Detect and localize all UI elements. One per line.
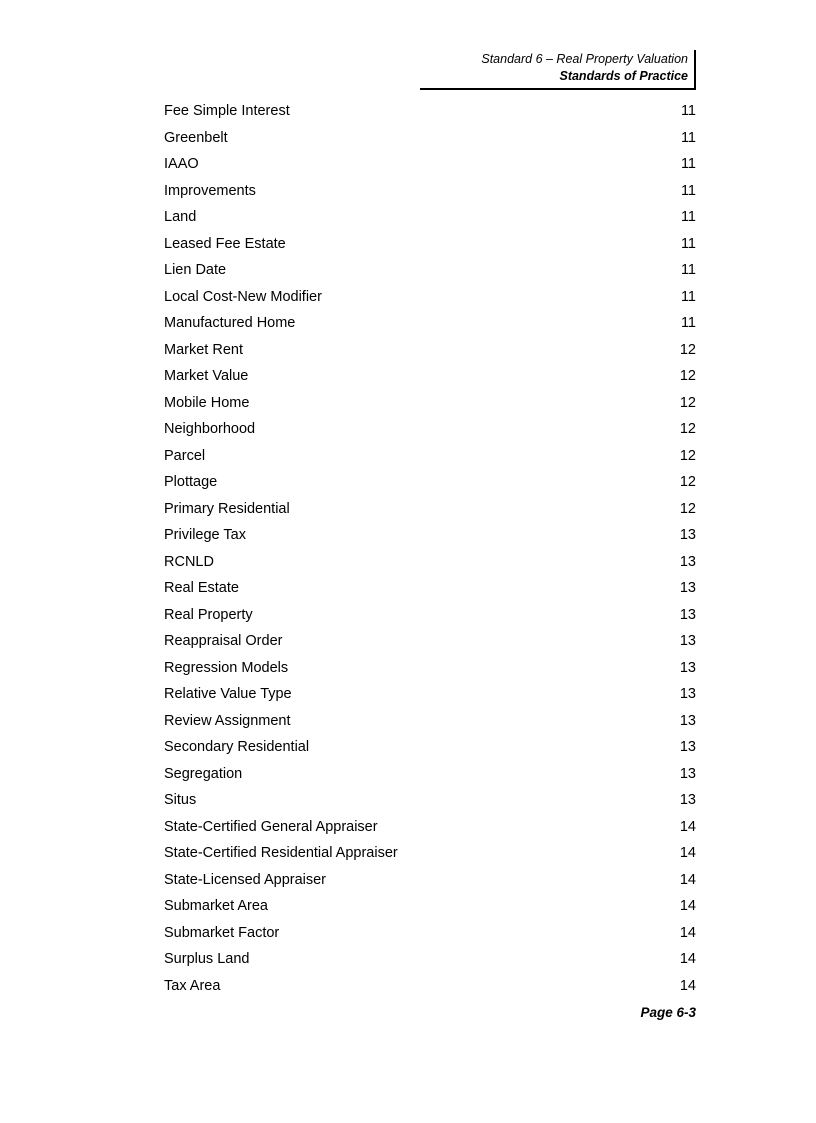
toc-entry-page: 12 (679, 500, 696, 517)
table-of-contents (164, 98, 696, 999)
toc-entry-page: 12 (679, 341, 696, 358)
toc-entry-page: 13 (679, 765, 696, 782)
toc-entry[interactable] (164, 257, 696, 284)
toc-entry-term: Submarket Area (164, 898, 268, 915)
toc-entry[interactable] (164, 814, 696, 841)
toc-entry-term: IAAO (164, 156, 199, 173)
toc-entry-page: 13 (679, 712, 696, 729)
toc-entry-term: Improvements (164, 182, 256, 199)
toc-entry[interactable] (164, 787, 696, 814)
toc-entry-page: 13 (679, 633, 696, 650)
toc-entry-term: Greenbelt (164, 129, 228, 146)
toc-entry[interactable] (164, 151, 696, 178)
toc-entry[interactable] (164, 363, 696, 390)
toc-entry[interactable] (164, 920, 696, 947)
toc-entry-term: Manufactured Home (164, 315, 296, 332)
toc-entry-term: State-Certified Residential Appraiser (164, 845, 398, 862)
toc-entry-term: Market Value (164, 368, 249, 385)
toc-entry-term: Plottage (164, 474, 218, 491)
toc-entry-term: State-Certified General Appraiser (164, 818, 378, 835)
toc-entry-page: 13 (679, 580, 696, 597)
toc-entry[interactable] (164, 443, 696, 470)
toc-entry-term: Real Estate (164, 580, 239, 597)
toc-entry-term: Mobile Home (164, 394, 250, 411)
toc-entry-page: 13 (679, 659, 696, 676)
toc-entry-page: 11 (680, 262, 696, 279)
toc-entry-term: Relative Value Type (164, 686, 292, 703)
toc-entry[interactable] (164, 98, 696, 125)
toc-entry-term: Review Assignment (164, 712, 291, 729)
toc-entry-page: 14 (679, 898, 696, 915)
toc-entry-term: Tax Area (164, 977, 221, 994)
toc-entry-term: Privilege Tax (164, 527, 246, 544)
toc-entry[interactable] (164, 708, 696, 735)
toc-entry[interactable] (164, 390, 696, 417)
toc-entry[interactable] (164, 946, 696, 973)
toc-entry[interactable] (164, 761, 696, 788)
page-number: Page 6-3 (640, 1005, 696, 1020)
toc-entry[interactable] (164, 734, 696, 761)
toc-entry-term: Fee Simple Interest (164, 103, 290, 120)
toc-entry-term: Real Property (164, 606, 253, 623)
toc-entry[interactable] (164, 681, 696, 708)
toc-entry-page: 11 (680, 182, 696, 199)
toc-entry-term: Land (164, 209, 197, 226)
toc-entry[interactable] (164, 602, 696, 629)
toc-entry-page: 12 (679, 474, 696, 491)
toc-entry[interactable] (164, 549, 696, 576)
toc-entry[interactable] (164, 893, 696, 920)
toc-entry-page: 12 (679, 368, 696, 385)
toc-entry[interactable] (164, 973, 696, 1000)
toc-entry-term: Surplus Land (164, 951, 250, 968)
toc-entry[interactable] (164, 655, 696, 682)
toc-entry[interactable] (164, 469, 696, 496)
toc-entry-page: 14 (679, 871, 696, 888)
header-standard-title: Standard 6 – Real Property Valuation (481, 52, 688, 66)
toc-entry-term: Leased Fee Estate (164, 235, 286, 252)
toc-entry[interactable] (164, 125, 696, 152)
toc-entry-term: Primary Residential (164, 500, 290, 517)
toc-entry-term: Reappraisal Order (164, 633, 283, 650)
toc-entry-page: 14 (679, 924, 696, 941)
toc-entry-page: 11 (680, 129, 696, 146)
toc-entry-term: Secondary Residential (164, 739, 310, 756)
toc-entry-term: Submarket Factor (164, 924, 280, 941)
toc-entry-page: 13 (679, 527, 696, 544)
toc-entry-page: 13 (679, 686, 696, 703)
toc-entry-term: Market Rent (164, 341, 243, 358)
toc-entry[interactable] (164, 231, 696, 258)
toc-entry-page: 14 (679, 977, 696, 994)
toc-entry-term: State-Licensed Appraiser (164, 871, 327, 888)
header-section-title: Standards of Practice (559, 69, 688, 83)
toc-entry-term: Lien Date (164, 262, 227, 279)
toc-entry-page: 12 (679, 394, 696, 411)
toc-entry-page: 12 (679, 421, 696, 438)
toc-entry[interactable] (164, 310, 696, 337)
toc-entry-term: Neighborhood (164, 421, 256, 438)
toc-entry-page: 11 (680, 156, 696, 173)
toc-entry-term: Segregation (164, 765, 243, 782)
toc-entry-page: 11 (680, 288, 696, 305)
toc-entry[interactable] (164, 337, 696, 364)
toc-entry-page: 13 (679, 739, 696, 756)
toc-entry-page: 13 (679, 792, 696, 809)
toc-entry[interactable] (164, 204, 696, 231)
toc-entry-term: Parcel (164, 447, 206, 464)
toc-entry-page: 13 (679, 606, 696, 623)
toc-entry-page: 13 (679, 553, 696, 570)
toc-entry-page: 11 (680, 103, 696, 120)
toc-entry[interactable] (164, 628, 696, 655)
toc-entry-term: Regression Models (164, 659, 289, 676)
toc-entry-term: Local Cost-New Modifier (164, 288, 322, 305)
toc-entry-term: Situs (164, 792, 197, 809)
page-header (420, 50, 696, 90)
toc-entry-page: 14 (679, 845, 696, 862)
toc-entry[interactable] (164, 867, 696, 894)
toc-entry-page: 11 (680, 209, 696, 226)
toc-entry[interactable] (164, 496, 696, 523)
toc-entry-page: 14 (679, 818, 696, 835)
toc-entry-term: RCNLD (164, 553, 214, 570)
toc-entry-page: 11 (680, 235, 696, 252)
toc-entry-page: 12 (679, 447, 696, 464)
toc-entry-page: 14 (679, 951, 696, 968)
toc-entry[interactable] (164, 575, 696, 602)
toc-entry[interactable] (164, 840, 696, 867)
toc-entry-page: 11 (680, 315, 696, 332)
toc-entry[interactable] (164, 522, 696, 549)
toc-entry[interactable] (164, 416, 696, 443)
toc-entry[interactable] (164, 178, 696, 205)
toc-entry[interactable] (164, 284, 696, 311)
